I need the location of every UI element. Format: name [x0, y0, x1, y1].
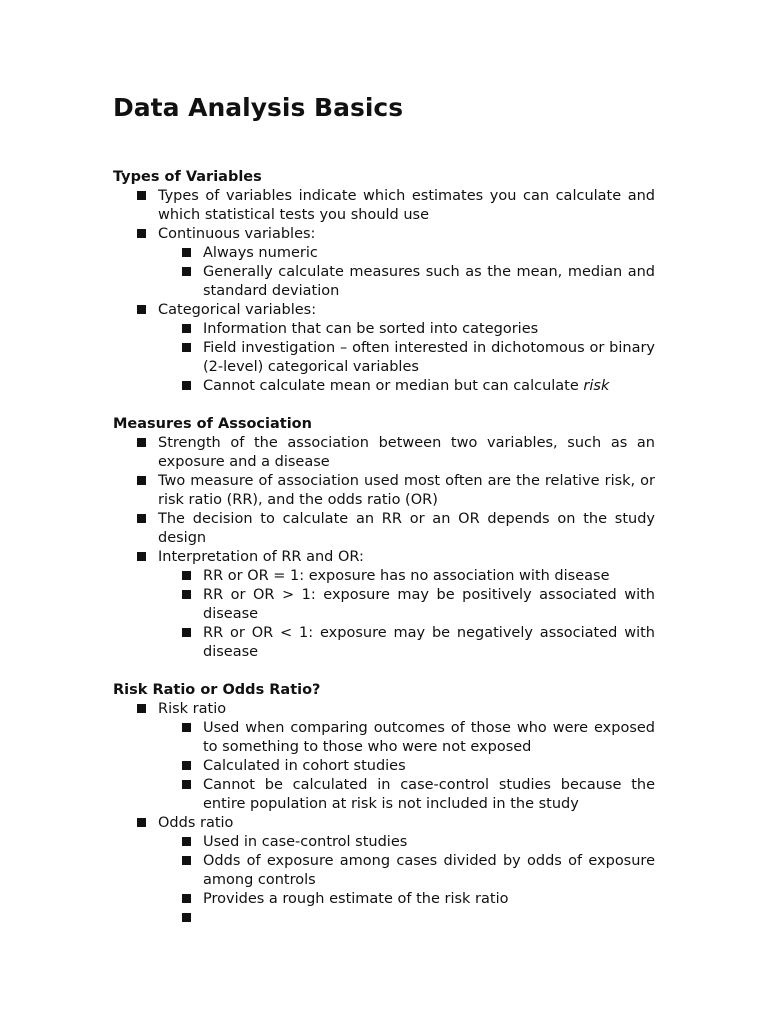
list-item — [113, 510, 655, 548]
list-item-text: Two measure of association used most often are the relative risk, or risk ratio (RR), and the odds ratio (OR) — [158, 473, 655, 508]
square-bullet-icon — [182, 761, 191, 770]
square-bullet-icon — [137, 438, 146, 447]
square-bullet-icon — [182, 780, 191, 789]
section-risk-ratio-or-odds-ratio — [113, 681, 655, 928]
list-item-text: RR or OR > 1: exposure may be positively associated with disease — [203, 587, 655, 622]
square-bullet-icon — [182, 343, 191, 352]
square-bullet-icon — [182, 381, 191, 390]
list-item-text: Continuous variables: — [158, 226, 316, 242]
list-item — [113, 776, 655, 814]
list-item-text: RR or OR = 1: exposure has no association with disease — [203, 568, 610, 584]
section-heading: Types of Variables — [113, 169, 262, 185]
section-types-of-variables — [113, 168, 655, 396]
page-title: Data Analysis Basics — [113, 93, 404, 122]
list-item — [113, 700, 655, 719]
square-bullet-icon — [182, 267, 191, 276]
list-item-text: Calculated in cohort studies — [203, 758, 406, 774]
section-heading: Measures of Association — [113, 416, 312, 432]
list-item-text: Strength of the association between two variables, such as an exposure and a disease — [158, 435, 655, 470]
square-bullet-icon — [182, 837, 191, 846]
list-item-text: Used in case-control studies — [203, 834, 408, 850]
square-bullet-icon — [182, 913, 191, 922]
list-item — [113, 833, 655, 852]
list-item-text: Provides a rough estimate of the risk ratio — [203, 891, 509, 907]
list-item — [113, 339, 655, 377]
bullet-list — [113, 187, 655, 396]
list-item — [113, 757, 655, 776]
square-bullet-icon — [182, 894, 191, 903]
list-item-text: Odds ratio — [158, 815, 234, 831]
square-bullet-icon — [137, 476, 146, 485]
list-item-text: Interpretation of RR and OR: — [158, 549, 364, 565]
list-item-text: The decision to calculate an RR or an OR depends on the study design — [158, 511, 655, 546]
list-item-text: Cannot be calculated in case-control studies because the entire population at risk is not included in the study — [203, 777, 655, 812]
list-item-text: RR or OR < 1: exposure may be negatively associated with disease — [203, 625, 655, 660]
list-item-text: Types of variables indicate which estimates you can calculate and which statistical tests you should use — [158, 188, 655, 223]
italic-term: risk — [583, 378, 610, 394]
square-bullet-icon — [137, 552, 146, 561]
square-bullet-icon — [182, 571, 191, 580]
list-item-text: Categorical variables: — [158, 302, 317, 318]
list-item — [113, 719, 655, 757]
list-item-text: Generally calculate measures such as the mean, median and standard deviation — [203, 264, 655, 299]
list-item — [113, 187, 655, 225]
document-content — [113, 168, 655, 947]
list-item — [113, 225, 655, 244]
square-bullet-icon — [182, 856, 191, 865]
list-item — [113, 263, 655, 301]
square-bullet-icon — [182, 723, 191, 732]
list-item — [113, 472, 655, 510]
square-bullet-icon — [182, 628, 191, 637]
bullet-list — [113, 434, 655, 662]
list-item — [113, 909, 655, 928]
square-bullet-icon — [182, 248, 191, 257]
list-item — [113, 890, 655, 909]
list-item-text: Risk ratio — [158, 701, 227, 717]
square-bullet-icon — [137, 229, 146, 238]
list-item-text: Used when comparing outcomes of those who were exposed to something to those who were not exposed — [203, 720, 655, 755]
list-item — [113, 548, 655, 567]
list-item-text: Always numeric — [203, 245, 318, 261]
list-item — [113, 814, 655, 833]
list-item-text: Field investigation – often interested in dichotomous or binary (2-level) categorical variables — [203, 340, 655, 375]
square-bullet-icon — [137, 191, 146, 200]
list-item-text: Information that can be sorted into categories — [203, 321, 539, 337]
list-item — [113, 567, 655, 586]
square-bullet-icon — [137, 818, 146, 827]
bullet-list — [113, 700, 655, 928]
list-item — [113, 377, 655, 396]
list-item — [113, 244, 655, 263]
square-bullet-icon — [182, 590, 191, 599]
square-bullet-icon — [182, 324, 191, 333]
list-item — [113, 624, 655, 662]
section-heading: Risk Ratio or Odds Ratio? — [113, 682, 321, 698]
list-item — [113, 852, 655, 890]
list-item-text: Odds of exposure among cases divided by odds of exposure among controls — [203, 853, 655, 888]
list-item — [113, 320, 655, 339]
section-measures-of-association — [113, 415, 655, 662]
list-item-text: Cannot calculate mean or median but can calculate — [203, 378, 584, 394]
square-bullet-icon — [137, 514, 146, 523]
square-bullet-icon — [137, 305, 146, 314]
list-item — [113, 586, 655, 624]
list-item — [113, 301, 655, 320]
list-item — [113, 434, 655, 472]
square-bullet-icon — [137, 704, 146, 713]
